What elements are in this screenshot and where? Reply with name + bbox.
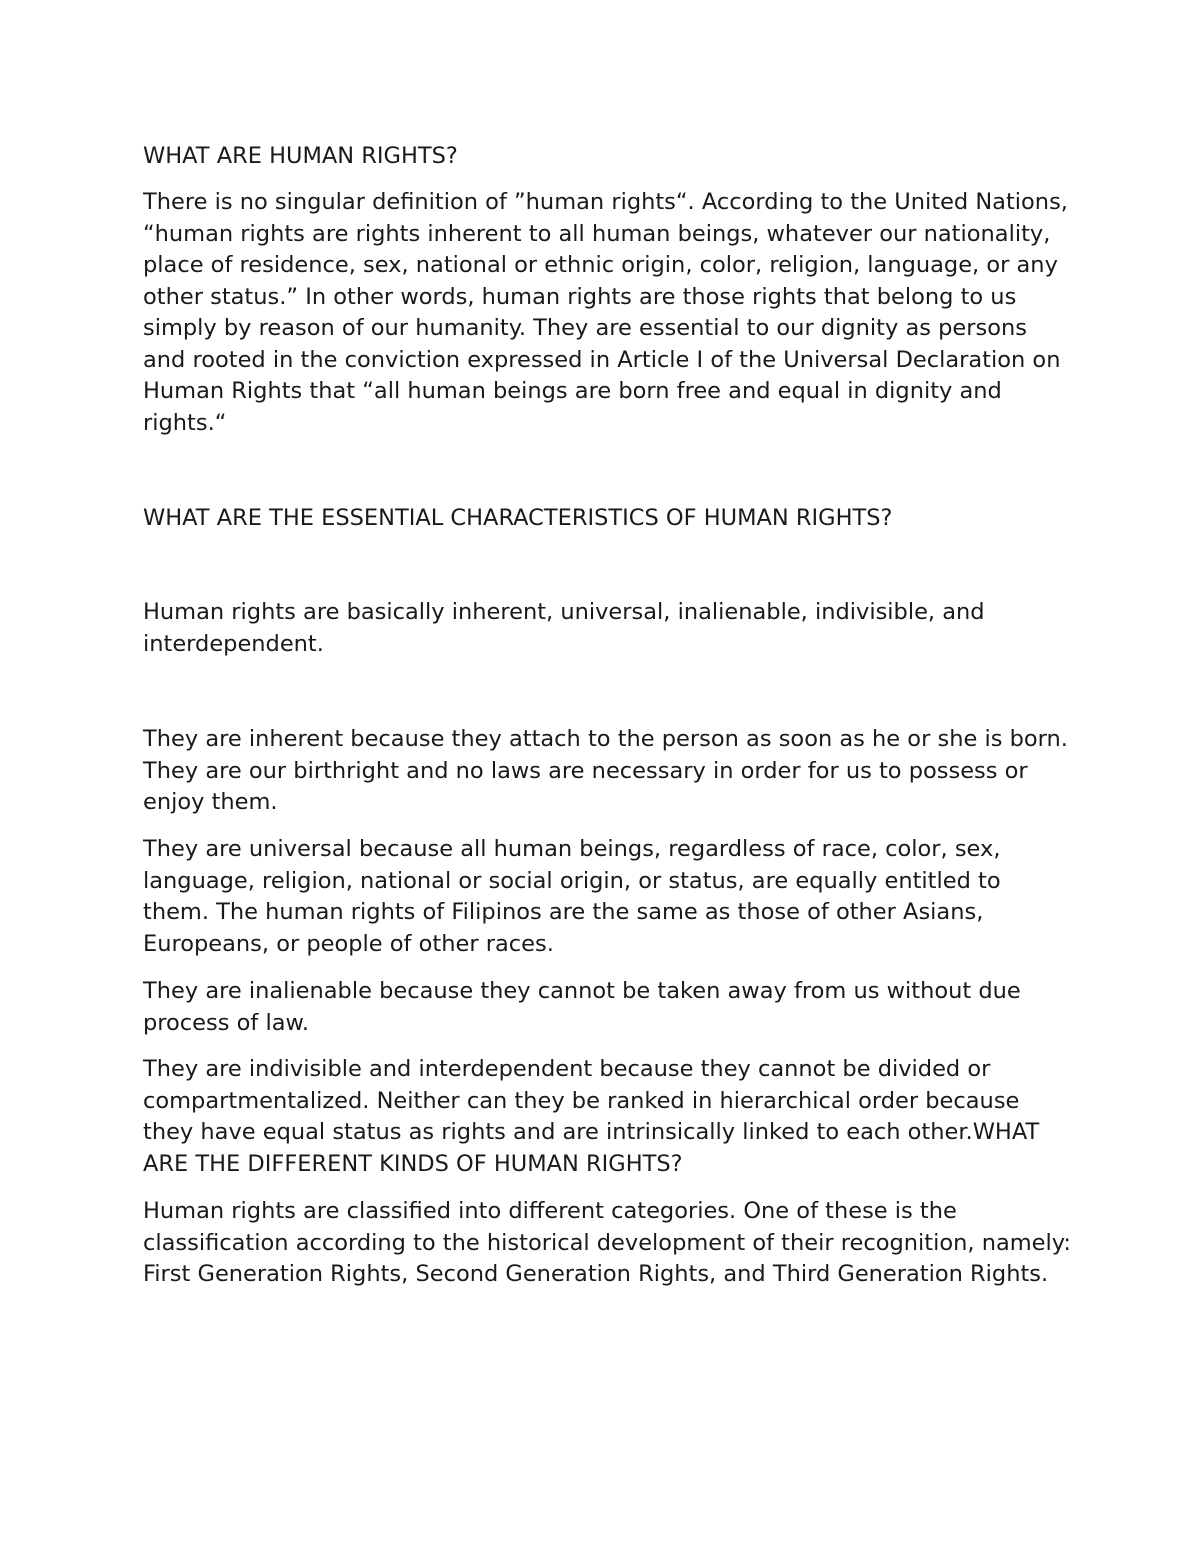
paragraph-classification: Human rights are classified into different categories. One of these is the classification according to the historical development of their recognition, namely: First Generation Rights, Second Generation Rights, and Third Generation Rights.	[143, 1198, 1072, 1287]
paragraph-indivisible: They are indivisible and interdependent because they cannot be divided or compartmentalized. Neither can they be ranked in hierarchical order because they have equal status as rights and are intrinsically linked to each other.WHAT ARE THE DIFFERENT KINDS OF HUMAN RIGHTS?	[143, 1056, 1040, 1177]
heading-what-are-human-rights: WHAT ARE HUMAN RIGHTS?	[143, 143, 458, 169]
paragraph-inherent: They are inherent because they attach to the person as soon as he or she is born. They are our birthright and no laws are necessary in order for us to possess or enjoy them.	[143, 726, 1068, 815]
paragraph-definition: There is no singular definition of ”human rights“. According to the United Nations, “human rights are rights inherent to all human beings, whatever our nationality, place of residence, sex, national or ethnic origin, color, religion, language, or any other status.” In other words, human rights are those rights that belong to us simply by reason of our humanity. They are essential to our dignity as persons and rooted in the conviction expressed in Article I of the Universal Declaration on Human Rights that “all human beings are born free and equal in dignity and rights.“	[143, 189, 1068, 436]
paragraph-inalienable: They are inalienable because they cannot be taken away from us without due process of law.	[143, 978, 1021, 1036]
paragraph-universal: They are universal because all human beings, regardless of race, color, sex, language, religion, national or social origin, or status, are equally entitled to them. The human rights of Filipinos are the same as those of other Asians, Europeans, or people of other races.	[143, 836, 1001, 957]
heading-essential-characteristics: WHAT ARE THE ESSENTIAL CHARACTERISTICS OF HUMAN RIGHTS?	[143, 505, 893, 531]
paragraph-characteristics-summary: Human rights are basically inherent, universal, inalienable, indivisible, and interdependent.	[143, 599, 985, 657]
